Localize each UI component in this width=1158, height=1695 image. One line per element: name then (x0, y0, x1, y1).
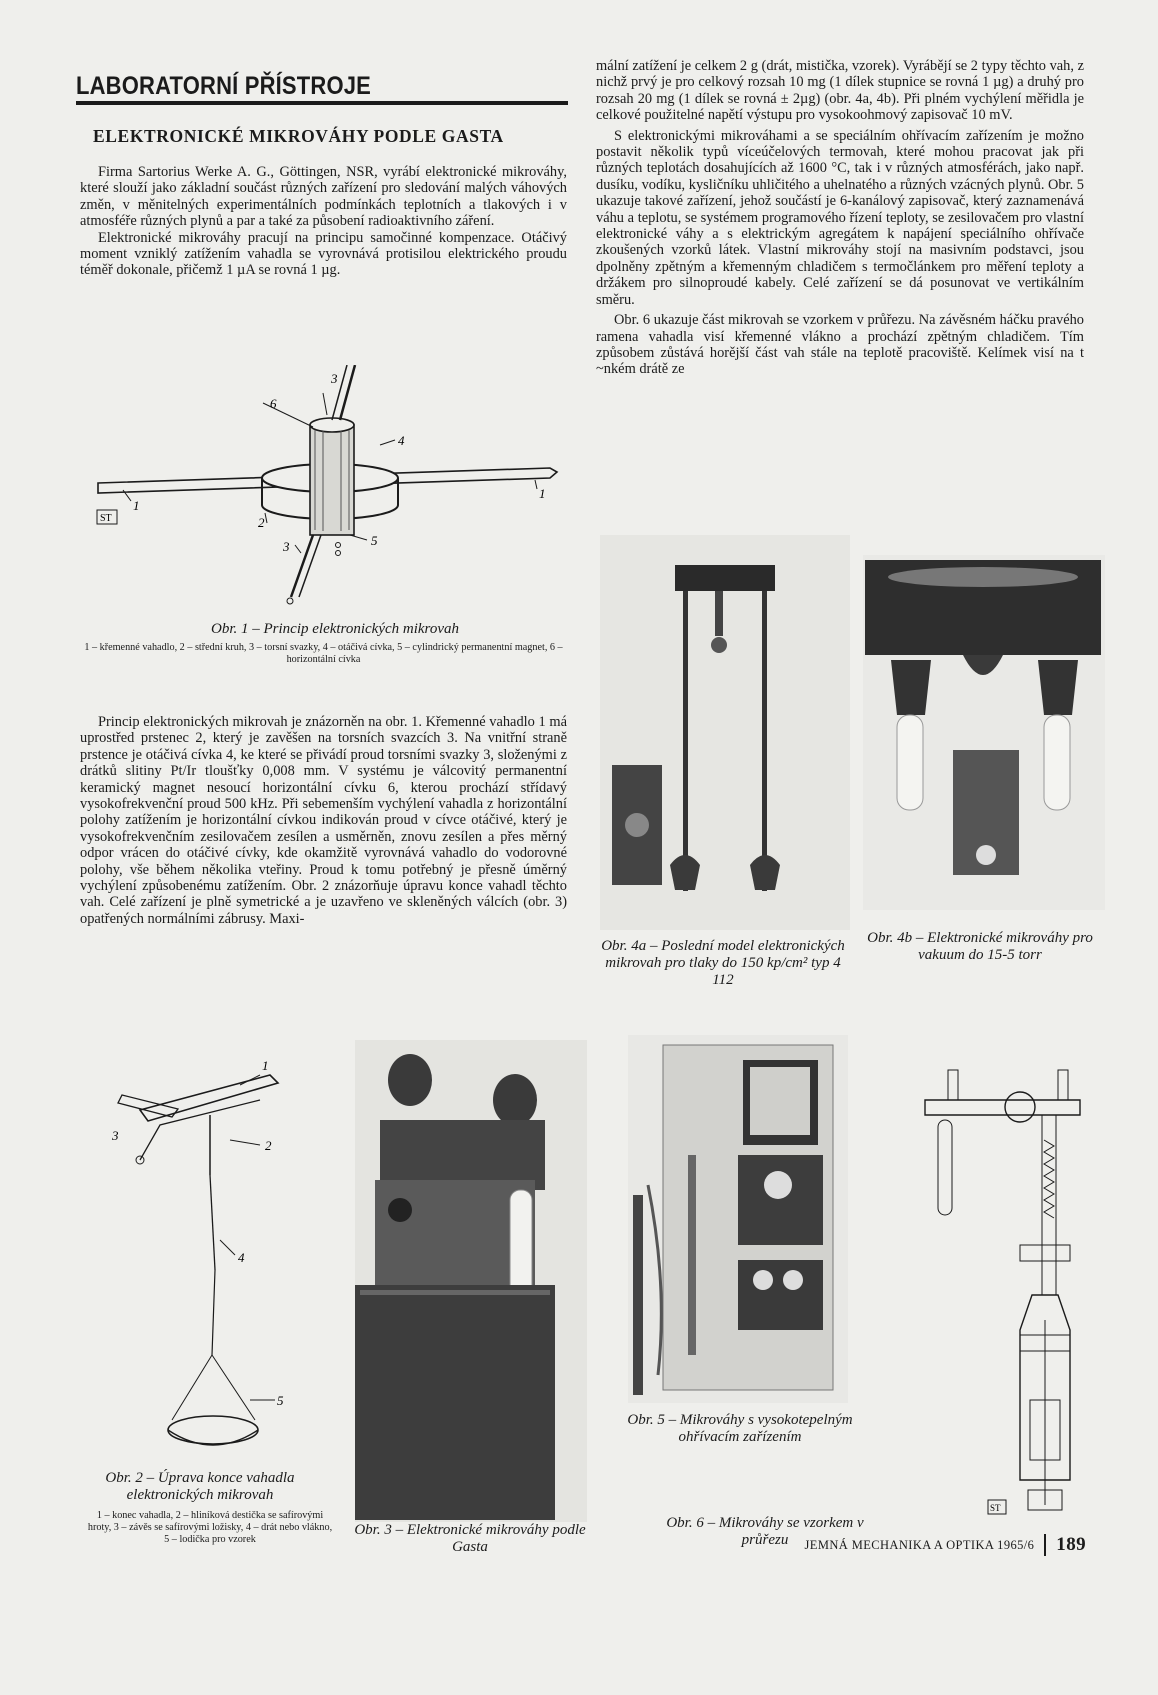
fig1-label: 1 (133, 498, 140, 513)
figure-1-diagram (95, 365, 565, 620)
page-footer (805, 1534, 1086, 1556)
paragraph-thermobalance: S elektronickými mikrováhami a se speciálním ohřívacím zařízením je možno postavit několik typů víceúčelových termovah, které mohou pracovat jak při různých teplotách dosahujících až 1600 °C, tak i v různých atmosférách, jako např. dusíku, vodíku, kysličníku uhličitého a uhelnatého a různých vzácných plynů. Obr. 5 ukazuje takové zařízení, jehož součástí je 6-kanálový zapisovač, který zaznamenává váhu a teplotu, se systémem programového řízení teploty, se zesilovačem pro vlastní elektronické váhy a s elektrickým agregátem k napájení speciálního ohřívače zkoušených vzorků látek. Vlastní mikrováhy stojí na masivním podstavci, jsou dpolněny zpětným a křemenným chladičem s termočlánkem pro měření teploty a držákem pro silnoproudé kabely. Celé zařízení se dá posunovat ve vertikálním směru. (596, 127, 1084, 308)
paragraph-principle: Elektronické mikrováhy pracují na principu samočinné kompenzace. Otáčivý moment vzniklý zatížením vahadla se vyrovnává protisilou elektrického proudu téměř dokonale, přičemž 1 µA se rovná 1 µg. (80, 229, 567, 279)
paragraph-intro: Firma Sartorius Werke A. G., Göttingen, NSR, vyrábí elektronické mikrováhy, které slouží jako základní součást různých zařízení pro sledování malých váhových změn, v měnitelných experimentálních podmínkách teplotních a tlakových i v atmosféře různých plynů a par a také za působení radioaktivního záření. (80, 164, 567, 230)
article-title: ELEKTRONICKÉ MIKROVÁHY PODLE GASTA (93, 126, 504, 146)
fig1-label: 3 (283, 539, 290, 554)
figure-4b-caption: Obr. 4b – Elektronické mikrováhy pro vakuum do 15-5 torr (867, 930, 1093, 963)
figure-6-caption: Obr. 6 – Mikrováhy se vzorkem v průřezu (666, 1515, 864, 1548)
journal-name: JEMNÁ MECHANIKA A OPTIKA 1965/6 (804, 1537, 1035, 1552)
section-rule (76, 101, 568, 105)
figure-6-diagram (920, 1060, 1085, 1520)
figure-5-photo (628, 1035, 848, 1403)
figure-4b-photo (863, 555, 1105, 910)
fig2-label: 1 (262, 1058, 269, 1073)
figure-3-photo (355, 1040, 587, 1522)
fig1-label: 3 (331, 371, 338, 386)
figure-2-diagram (100, 1055, 310, 1455)
paragraph-description: Princip elektronických mikrovah je znázorněn na obr. 1. Křemenné vahadlo 1 má uprostřed prstenec 2, který je zavěšen na torsních svazcích 3. Na vnitřní straně prstence je otáčivá cívka 4, ke které se přivádí proud torsními svazky 3, složenými z drátků slitiny Pt/Ir tloušťky 0,008 mm. V systému je válcovitý permanentní keramický magnet nesoucí horizontální cívku 6, kterou prochází střídavý vysokofrekvenční proud 500 kHz. Při sebemenším vychýlení vahadla z horizontální polohy zatížením je horizontální cívkou indikován proud v cívce otáčivé, který je vysokofrekvenčním zesilovačem zesílen a usměrněn, znovu zesílen a přes měrný odpor vrácen do otáčivé cívky, kde okamžitě vyrovnává vahadlo do vodorovné polohy, vše během několika vteřiny. Proud k tomu potřebný je přesně úměrný vychýlení způsobenému zatížením. Obr. 2 znázorňuje úpravu konce vahadl těchto vah. Celé zařízení je plně symetrické a je uzavřeno ve skleněných válcích (obr. 3) opatřených normálními zábrusy. Maxi- (80, 714, 567, 927)
fig2-label: 3 (112, 1128, 119, 1143)
left-column-intro (80, 164, 567, 279)
fig2-label: 5 (277, 1393, 284, 1408)
paragraph-cross-section: Obr. 6 ukazuje část mikrovah se vzorkem v průřezu. Na závěsném háčku pravého ramena vahadla visí křemenné vlákno a prochází zpětným chladičem. Tím způsobem zůstává horější část vah stále na teplotě pracoviště. Kelímek visí na t ~nkém drátě ze (596, 312, 1084, 378)
left-column-body (80, 714, 567, 927)
fig6-stamp: ST (990, 1503, 1001, 1513)
fig2-label: 4 (238, 1250, 245, 1265)
right-column-body (596, 58, 1084, 378)
fig1-label: 1 (539, 486, 546, 501)
fig1-label: 5 (371, 533, 378, 548)
figure-1-caption: Obr. 1 – Princip elektronických mikrovah (211, 621, 459, 637)
figure-3-caption: Obr. 3 – Elektronické mikrováhy podle Gasta (354, 1522, 586, 1555)
figure-4a-photo (600, 535, 850, 930)
fig1-stamp: ST (100, 513, 112, 524)
page-number: 189 (1056, 1534, 1086, 1555)
figure-1-legend: 1 – křemenné vahadlo, 2 – střední kruh, 3 – torsní svazky, 4 – otáčivá cívka, 5 – cylindrický permanentní magnet, 6 – horizontální cívka (84, 642, 563, 665)
fig1-label: 4 (398, 433, 405, 448)
footer-divider (1044, 1534, 1046, 1556)
section-title: LABORATORNÍ PŘÍSTROJE (76, 72, 372, 100)
fig1-label: 2 (258, 515, 265, 530)
fig1-label: 6 (270, 396, 277, 411)
figure-2-caption: Obr. 2 – Úprava konce vahadla elektronických mikrovah (105, 1470, 295, 1503)
figure-5-caption: Obr. 5 – Mikrováhy s vysokotepelným ohřívacím zařízením (627, 1412, 853, 1445)
figure-2-legend: 1 – konec vahadla, 2 – hliníková destička se safírovými hroty, 3 – závěs se safírovými ložisky, 4 – drát nebo vlákno, 5 – lodička pro vzorek (87, 1510, 333, 1545)
fig2-label: 2 (265, 1138, 272, 1153)
paragraph-load: mální zatížení je celkem 2 g (drát, mistička, vzorek). Vyrábějí se 2 typy těchto vah, z nichž prvý je pro celkový rozsah 10 mg (1 dílek stupnice se rovná 1 µg) a druhý pro rozsah 20 mg (1 dílek se rovná ± 2µg) (obr. 4a, 4b). Při plném vychýlení měřidla je celkové použitelné napětí výstupu pro vysokoohmový zapisovač 10 mV. (596, 58, 1084, 124)
figure-4a-caption: Obr. 4a – Poslední model elektronických mikrovah pro tlaky do 150 kp/cm² typ 4 112 (601, 938, 845, 988)
